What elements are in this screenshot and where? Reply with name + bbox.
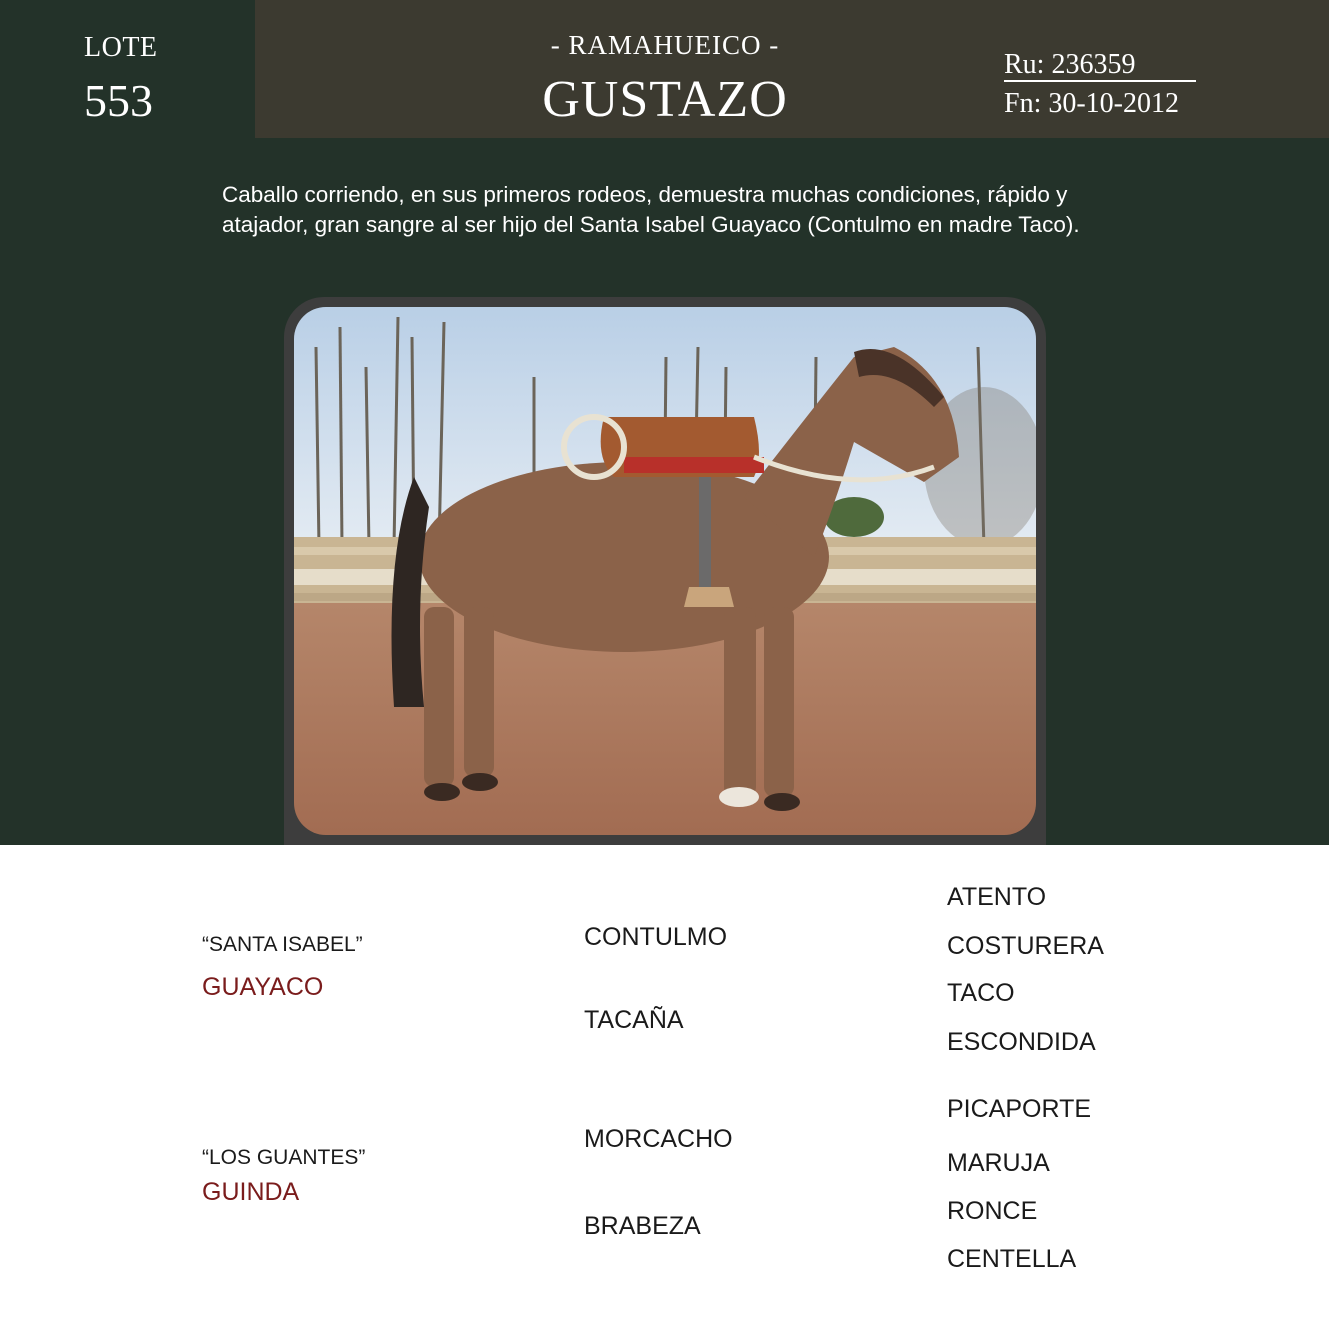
great-grandparent: ATENTO [947, 883, 1047, 911]
dam-farm: “LOS GUANTES” [202, 1146, 366, 1169]
great-grandparent: RONCE [947, 1197, 1038, 1225]
great-grandparent: ESCONDIDA [947, 1028, 1096, 1056]
great-grandparent: CENTELLA [947, 1245, 1077, 1273]
registry-number: Ru: 236359 [1004, 50, 1196, 82]
grandparent: CONTULMO [584, 923, 728, 951]
sire-name: GUAYACO [202, 973, 324, 1001]
horse-photo [294, 307, 1036, 835]
great-grandparent: MARUJA [947, 1149, 1050, 1177]
great-grandparent: COSTURERA [947, 932, 1104, 960]
photo-frame [284, 297, 1046, 845]
horse-name: GUSTAZO [542, 71, 788, 128]
sire-farm: “SANTA ISABEL” [202, 933, 363, 956]
horse-description: Caballo corriendo, en sus primeros rodeos, demuestra muchas condiciones, rápido y atajador, gran sangre al ser hijo del Santa Isabel Guayaco (Contulmo en madre Taco). [222, 182, 1080, 237]
lote-number: 553 [84, 75, 153, 126]
dam-name: GUINDA [202, 1178, 300, 1206]
grandparent: BRABEZA [584, 1212, 701, 1240]
great-grandparent: TACO [947, 979, 1015, 1007]
great-grandparent: PICAPORTE [947, 1095, 1092, 1123]
breeder-name: - RAMAHUEICO - [550, 30, 780, 60]
grandparent: MORCACHO [584, 1125, 733, 1153]
birth-date: Fn: 30-10-2012 [1004, 88, 1179, 119]
grandparent: TACAÑA [584, 1006, 684, 1034]
lote-label: LOTE [84, 32, 158, 63]
